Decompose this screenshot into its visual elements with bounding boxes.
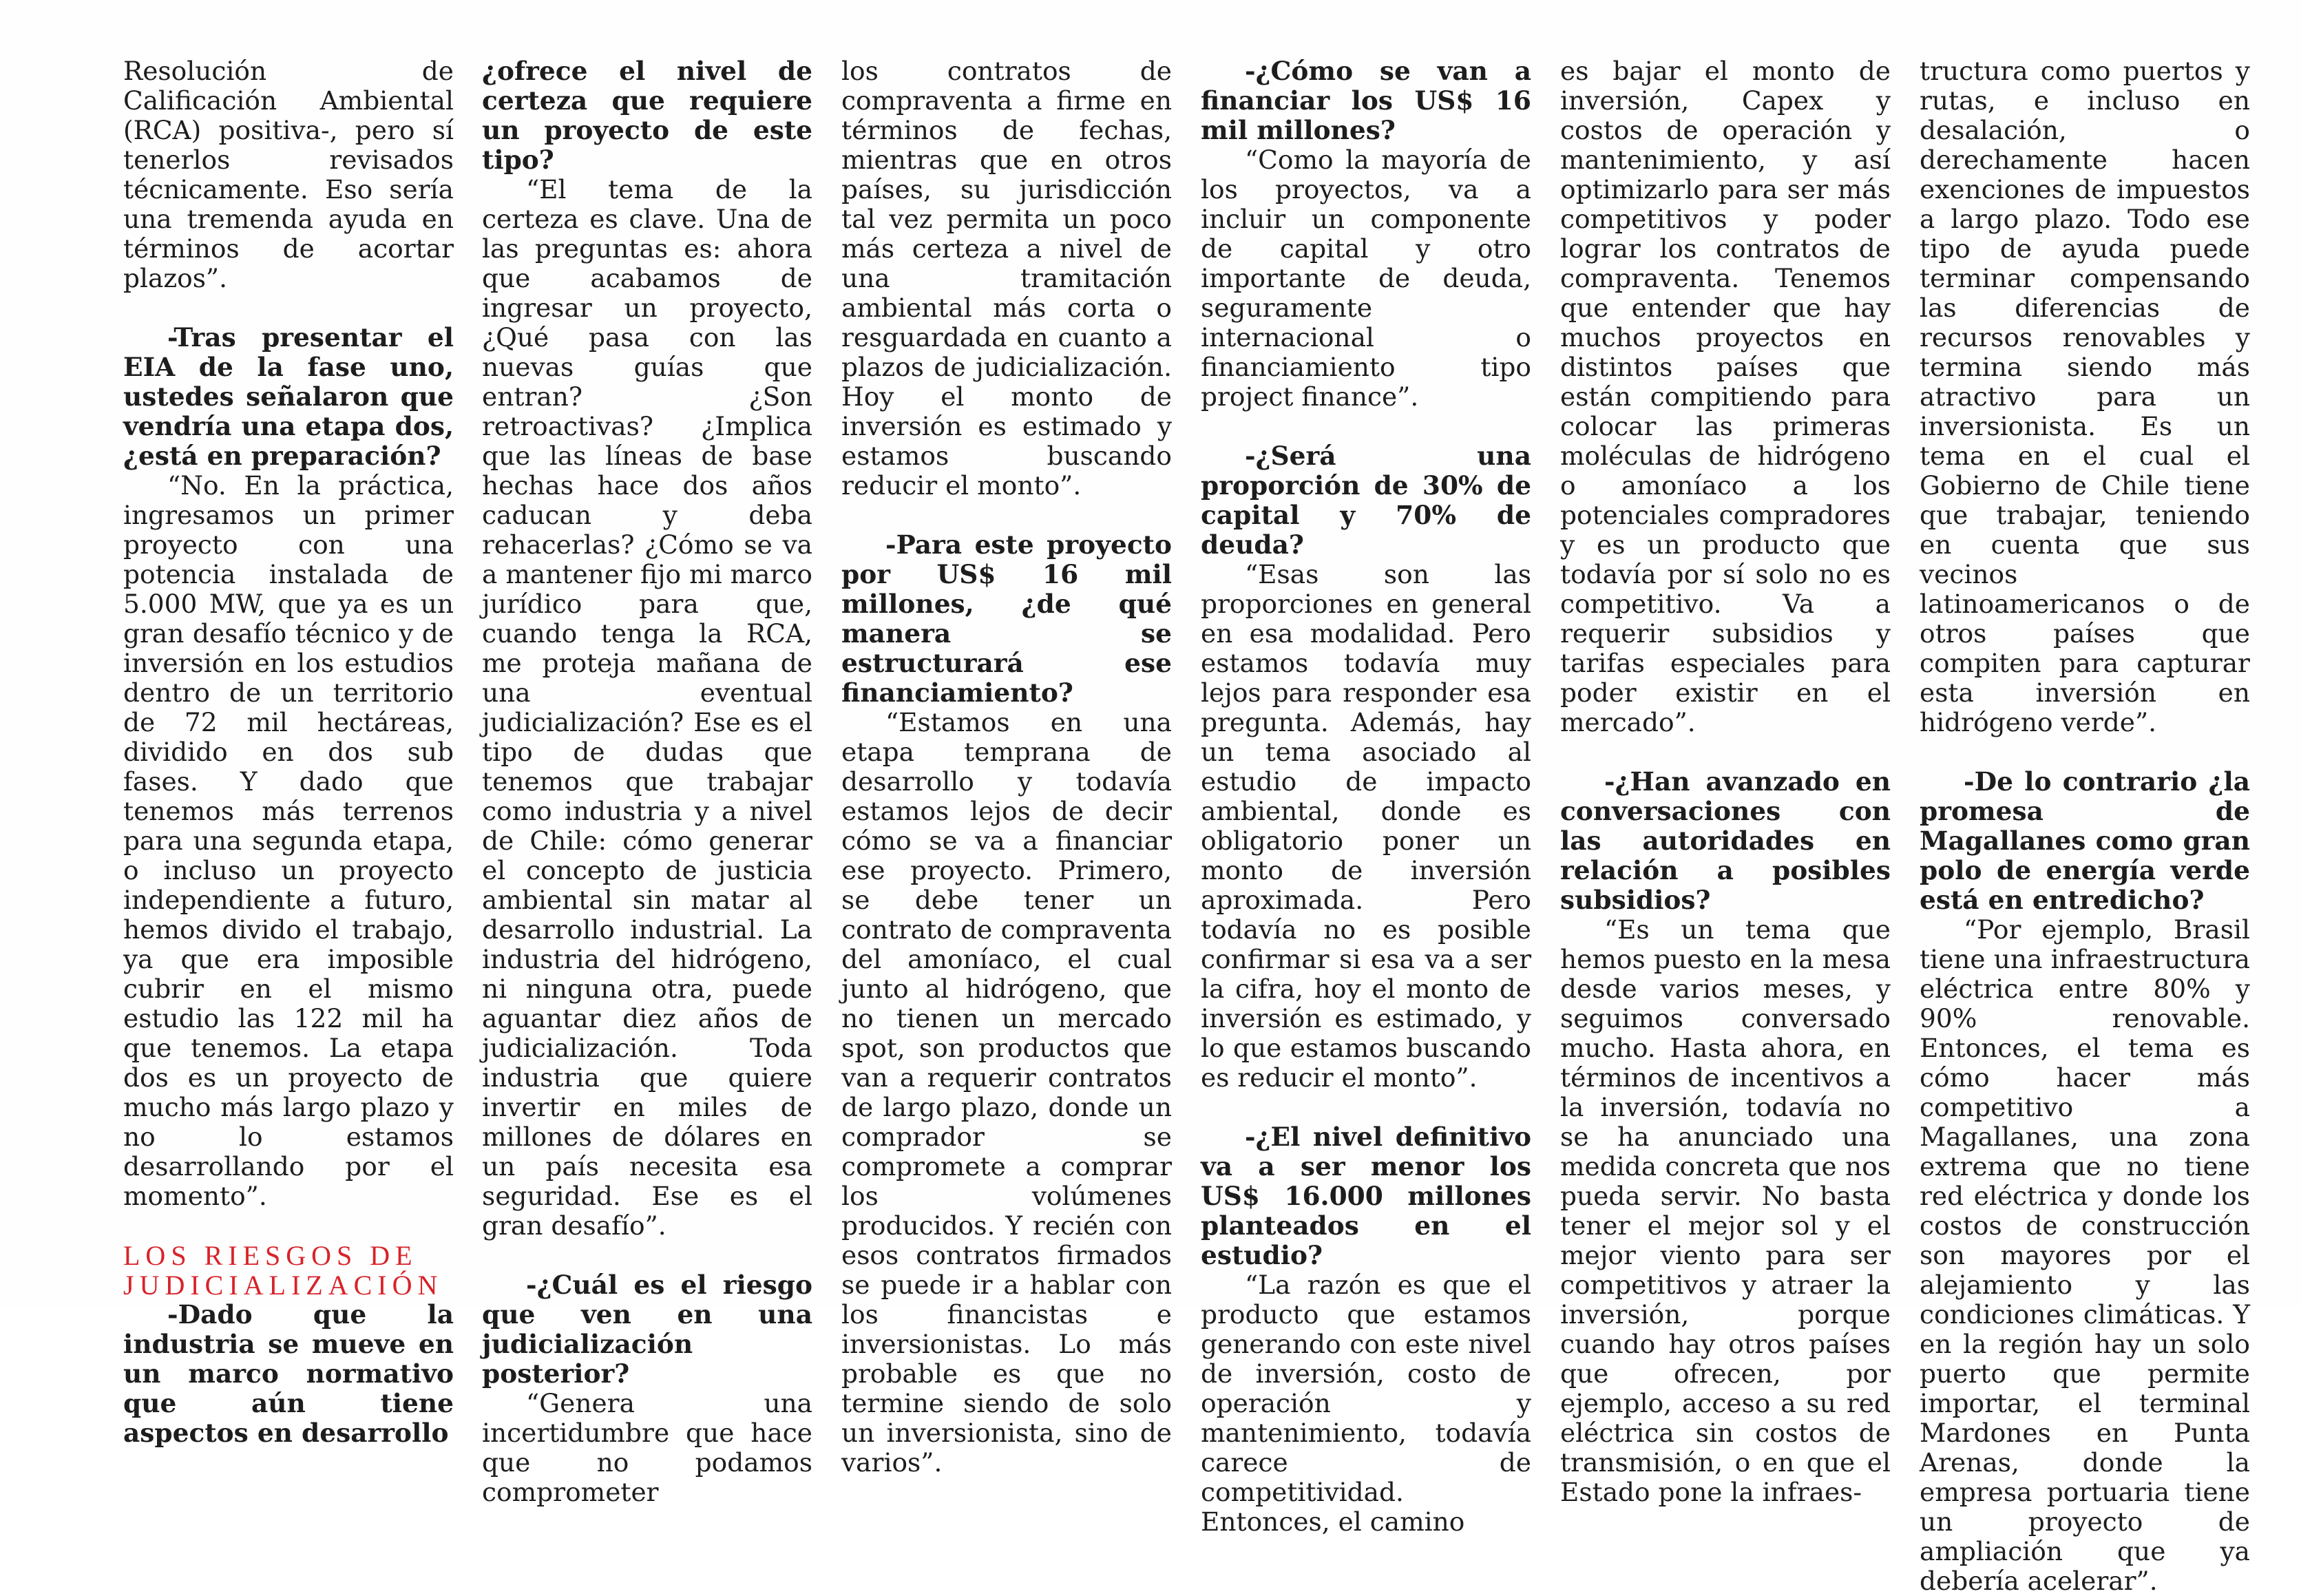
article-column-2 bbox=[482, 56, 812, 1507]
interview-question: -¿Será una proporción de 30% de capital y 70% de deuda? bbox=[1201, 441, 1531, 560]
body-paragraph: Resolución de Calificación Ambiental (RCA) positiva-, pero sí tenerlos revisados técnicamente. Eso sería una tremenda ayuda en términos de acortar plazos”. bbox=[123, 56, 454, 293]
interview-question: -¿Han avanzado en conversaciones con las autoridades en relación a posibles subsidios? bbox=[1560, 766, 1891, 915]
body-paragraph: “El tema de la certeza es clave. Una de las preguntas es: ahora que acabamos de ingresar un proyecto, ¿Qué pasa con las nuevas guías que entran? ¿Son retroactivas? ¿Implica que las líneas de base hechas hace dos años caducan y deba rehacerlas? ¿Cómo se va a mantener fijo mi marco jurídico para que, cuando tenga la RCA, me proteja mañana de una eventual judicialización? Ese es el tipo de dudas que tenemos que trabajar como industria y a nivel de Chile: cómo generar el concepto de justicia ambiental sin matar al desarrollo industrial. La industria del hidrógeno, ni ninguna otra, puede aguantar diez años de judicialización. Toda industria que quiere invertir en miles de millones de dólares en un país necesita esa seguridad. Ese es el gran desafío”. bbox=[482, 174, 812, 1241]
body-paragraph: tructura como puertos y rutas, e incluso en desalación, o derechamente hacen exenciones de impuestos a largo plazo. Todo ese tipo de ayuda puede terminar compensando las diferencias de recursos renovables y termina siendo más atractivo para un inversionista. Es un tema en el cual el Gobierno de Chile tiene que trabajar, teniendo en cuenta que sus vecinos latinoamericanos o de otros países que compiten para capturar esta inversión en hidrógeno verde”. bbox=[1920, 56, 2250, 737]
body-paragraph: los contratos de compraventa a firme en términos de fechas, mientras que en otros países, su jurisdicción tal vez permita un poco más certeza a nivel de una tramitación ambiental más corta o resguardada en cuanto a plazos de judicialización. Hoy el monto de inversión es estimado y estamos buscando reducir el monto”. bbox=[841, 56, 1172, 501]
body-paragraph: es bajar el monto de inversión, Capex y costos de operación y mantenimiento, y así optimizarlo para ser más competitivos y poder lograr los contratos de compraventa. Tenemos que entender que hay muchos proyectos en distintos países que están compitiendo para colocar las primeras moléculas de hidrógeno o amoníaco a los potenciales compradores y es un producto que todavía por sí solo no es competitivo. Va a requerir subsidios y tarifas especiales para poder existir en el mercado”. bbox=[1560, 56, 1891, 737]
body-paragraph: “Estamos en una etapa temprana de desarrollo y todavía estamos lejos de decir cómo se va a financiar ese proyecto. Primero, se debe tener un contrato de compraventa del amoníaco, el cual junto al hidrógeno, que no tienen un mercado spot, son productos que van a requerir contratos de largo plazo, donde un comprador se compromete a comprar los volúmenes producidos. Y recién con esos contratos firmados se puede ir a hablar con los financistas e inversionistas. Lo más probable es que no termine siendo de solo un inversionista, sino de varios”. bbox=[841, 707, 1172, 1478]
body-paragraph: “Esas son las proporciones en general en esa modalidad. Pero estamos todavía muy lejos para responder esa pregunta. Además, hay un tema asociado al estudio de impacto ambiental, donde es obligatorio poner un monto de inversión aproximada. Pero todavía no es posible confirmar si esa va a ser la cifra, hoy el monto de inversión es estimado, y lo que estamos buscando es reducir el monto”. bbox=[1201, 559, 1531, 1093]
interview-question: -¿El nivel definitivo va a ser menor los US$ 16.000 millones planteados en el estudio? bbox=[1201, 1122, 1531, 1270]
body-paragraph: “Como la mayoría de los proyectos, va a incluir un componente de capital y otro importante de deuda, seguramente internacional o financiamiento tipo project finance”. bbox=[1201, 145, 1531, 412]
body-paragraph: “Genera una incertidumbre que hace que no podamos comprometer bbox=[482, 1388, 812, 1507]
interview-question: -Dado que la industria se mueve en un marco normativo que aún tiene aspectos en desarrollo bbox=[123, 1299, 454, 1448]
article-column-5 bbox=[1560, 56, 1891, 1507]
interview-question: ¿ofrece el nivel de certeza que requiere un proyecto de este tipo? bbox=[482, 56, 812, 175]
article-column-3 bbox=[841, 56, 1172, 1478]
body-paragraph: “La razón es que el producto que estamos generando con este nivel de inversión, costo de operación y mantenimiento, todavía carece de competitividad. Entonces, el camino bbox=[1201, 1270, 1531, 1537]
section-subheading: LOS RIESGOS DE JUDICIALIZACIÓN bbox=[123, 1240, 443, 1301]
body-paragraph: “Es un tema que hemos puesto en la mesa desde varios meses, y seguimos conversado mucho. Hasta ahora, en términos de incentivos a la inversión, todavía no se ha anunciado una medida concreta que nos pueda servir. No basta tener el mejor sol y el mejor viento para ser competitivos y atraer la inversión, porque cuando hay otros países que ofrecen, por ejemplo, acceso a su red eléctrica sin costos de transmisión, o en que el Estado pone la infraes- bbox=[1560, 914, 1891, 1507]
interview-question: -¿Cuál es el riesgo que ven en una judicialización posterior? bbox=[482, 1270, 812, 1389]
body-paragraph: “Por ejemplo, Brasil tiene una infraestructura eléctrica entre 80% y 90% renovable. Entonces, el tema es cómo hacer más competitivo a Magallanes, una zona extrema que no tiene red eléctrica y donde los costos de construcción son mayores por el alejamiento y las condiciones climáticas. Y en la región hay un solo puerto que permite importar, el terminal Mardones en Punta Arenas, donde la empresa portuaria tiene un proyecto de ampliación que ya debería acelerar”. bbox=[1920, 914, 2250, 1596]
article-column-4 bbox=[1201, 56, 1531, 1537]
interview-question: -Para este proyecto por US$ 16 mil millones, ¿de qué manera se estructurará ese financiamiento? bbox=[841, 529, 1172, 708]
interview-question: -De lo contrario ¿la promesa de Magallanes como gran polo de energía verde está en entredicho? bbox=[1920, 766, 2250, 915]
article-column-1 bbox=[123, 56, 454, 1448]
article-column-6 bbox=[1920, 56, 2250, 1596]
interview-question: -Tras presentar el EIA de la fase uno, ustedes señalaron que vendría una etapa dos, ¿está en preparación? bbox=[123, 322, 454, 471]
interview-question: -¿Cómo se van a financiar los US$ 16 mil millones? bbox=[1201, 56, 1531, 145]
body-paragraph: “No. En la práctica, ingresamos un primer proyecto con una potencia instalada de 5.000 MW, que ya es un gran desafío técnico y de inversión en los estudios dentro de un territorio de 72 mil hectáreas, dividido en dos sub fases. Y dado que tenemos más terrenos para una segunda etapa, o incluso un proyecto independiente a futuro, hemos divido el trabajo, ya que era imposible cubrir en el mismo estudio las 122 mil ha que tenemos. La etapa dos es un proyecto de mucho más largo plazo y no lo estamos desarrollando por el momento”. bbox=[123, 470, 454, 1211]
